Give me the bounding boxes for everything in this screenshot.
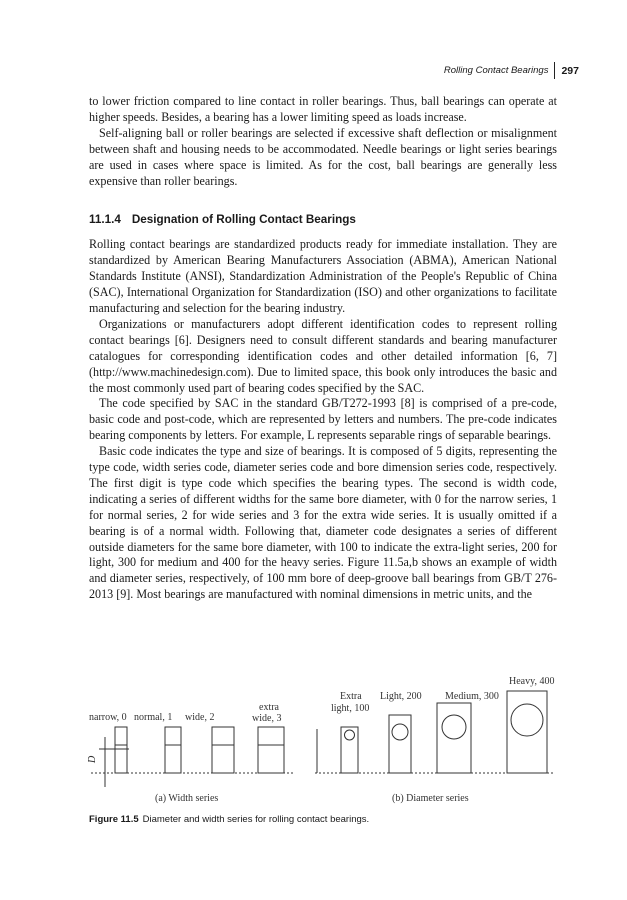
caption-text: Diameter and width series for rolling contact bearings. <box>142 814 370 825</box>
bearing-extra-light <box>341 727 358 773</box>
running-title: Rolling Contact Bearings <box>443 65 549 76</box>
paragraph: Self-aligning ball or roller bearings are selected if excessive shaft deflection or misalignment between shaft and housing needs to be accommodated. Needle bearings or light series bearings are used in cases where space is limited. As for the cost, ball bearings are generally less expensive than roller bearings. <box>89 125 557 188</box>
width-label-normal: normal, 1 <box>134 712 173 723</box>
diameter-label-light: Light, 200 <box>380 691 422 702</box>
width-bearings <box>91 727 294 787</box>
paragraph: to lower friction compared to line contact in roller bearings. Thus, ball bearings can operate at higher speeds. Besides, a bearing has a lower limiting speed as loads increase. <box>89 94 557 124</box>
subcaption-a: (a) Width series <box>155 793 219 804</box>
header-divider <box>554 62 555 79</box>
paragraph: Organizations or manufacturers adopt different identification codes to represent rolling contact bearings [6]. Designers need to consult different standards and bearing manufacturer catalogues for corresponding identification codes and other detailed information [6, 7] (http://www.machinedesign.com). Due to limited space, this book only introduces the basic and the most commonly used part of bearing codes specified by the SAC. <box>89 316 557 395</box>
paragraph: Basic code indicates the type and size of bearings. It is composed of 5 digits, representing the type code, width series code, diameter series code and bore dimension series code, respectively. The first digit is type code which specifies the bearing types. The second is width code, indicating a series of different widths for the same bore diameter, with 0 for the narrow series, 1 for normal series, 2 for wide series and 3 for the extra wide series. It is usually omitted if a bearing is of a normal width. Following that, diameter code designates a series of different outside diameters for the same bore diameter, with 100 to indicate the extra-light series, 200 for light, 300 for medium and 400 for the heavy series. Figure 11.5a,b shows an example of width and diameter series, respectively, of 100 mm bore of deep-groove ball bearings from GB/T 276-2013 [9]. Most bearings are manufactured with nominal dimensions in metric units, and the <box>89 444 557 602</box>
section-number: 11.1.4 <box>89 213 121 227</box>
bearing-series-figure <box>89 675 557 805</box>
bearing-wide <box>212 727 234 773</box>
section-title: Designation of Rolling Contact Bearings <box>131 213 356 227</box>
body-text <box>89 94 557 603</box>
bearing-heavy <box>507 691 547 773</box>
bearing-narrow <box>115 727 127 773</box>
paragraph: The code specified by SAC in the standard GB/T272-1993 [8] is comprised of a pre-code, basic code and post-code, which are represented by letters and numbers. The pre-code indicates bearing components by letters. For example, L represents separable rings of separable bearings. <box>89 396 557 443</box>
section-heading <box>89 212 557 228</box>
width-label-wide: wide, 2 <box>185 712 215 723</box>
diameter-label-heavy: Heavy, 400 <box>509 676 555 687</box>
page-number: 297 <box>561 64 579 77</box>
dim-D-label: D <box>87 755 98 763</box>
subcaption-b: (b) Diameter series <box>392 793 469 804</box>
bearing-normal <box>165 727 181 773</box>
diameter-label-medium: Medium, 300 <box>445 691 499 702</box>
bearing-extra-wide <box>258 727 284 773</box>
diameter-label-extra-light: Extra light, 100 <box>331 691 370 714</box>
width-label-narrow: narrow, 0 <box>89 712 127 723</box>
paragraph: Rolling contact bearings are standardized products ready for immediate installation. They are standardized by American Bearing Manufacturers Association (ABMA), American National Standards Institute (ANSI), Standardization Administration of the People's Republic of China (SAC), International Organization for Standardization (ISO) and other organizations to facilitate manufacturing and selection for the bearing industry. <box>89 237 557 315</box>
caption-label: Figure 11.5 <box>89 814 139 825</box>
bearing-medium <box>437 703 471 773</box>
figure-caption <box>89 814 369 825</box>
running-header <box>444 62 579 79</box>
width-label-extra-wide: extra wide, 3 <box>252 702 282 724</box>
